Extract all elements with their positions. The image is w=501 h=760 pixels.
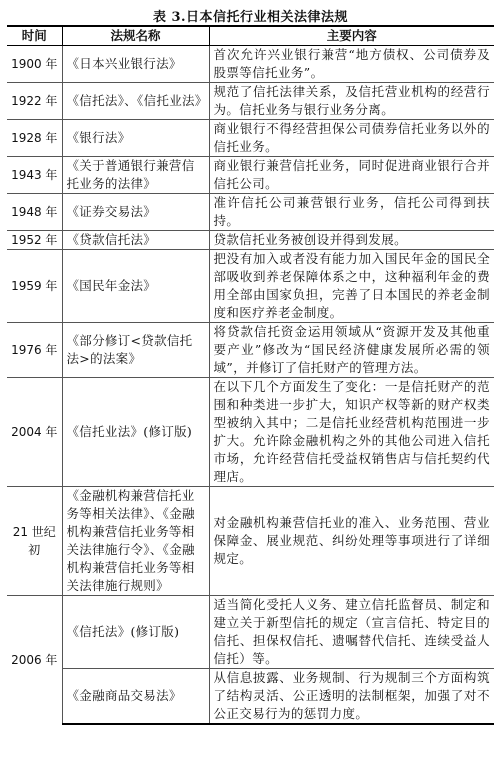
row-content: 从信息披露、业务规制、行为规制三个方面构筑了结构灵活、公正透明的法制框架，加强了对不公正交易行为的惩罚力度。 [209,669,494,725]
table-row [7,194,494,231]
row-law-name: 《信托业法》(修订版) [62,378,209,487]
row-content: 规范了信托法律关系，及信托营业机构的经营行为。信托业务与银行业务分离。 [209,83,494,120]
table-row [7,83,494,120]
header-content: 主要内容 [209,26,494,46]
row-content: 商业银行兼营信托业务，同时促进商业银行合并信托公司。 [209,157,494,194]
table-row [7,231,494,250]
header-time: 时间 [7,26,62,46]
row-content: 对金融机构兼营信托业的准入、业务范围、营业保障金、展业规范、纠纷处理等事项进行了详细规定。 [209,487,494,596]
row-law-name: 《信托法》(修订版) [62,596,209,669]
row-time: 2006 年 [7,596,62,725]
row-content: 把没有加入或者没有能力加入国民年金的国民全部吸收到养老保障体系之中，这种福利年金的费用全部由国家负担，完善了日本国民的养老金制度和医疗养老金制度。 [209,250,494,323]
row-content: 贷款信托业务被创设并得到发展。 [209,231,494,250]
row-law-name: 《信托法》、《信托业法》 [62,83,209,120]
row-law-name: 《国民年金法》 [62,250,209,323]
table-row [7,323,494,378]
row-law-name: 《证券交易法》 [62,194,209,231]
row-time: 1943 年 [7,157,62,194]
row-content: 首次允许兴业银行兼营“地方债权、公司债券及股票等信托业务”。 [209,46,494,83]
table-row [7,157,494,194]
row-law-name: 《关于普通银行兼营信托业务的法律》 [62,157,209,194]
row-time: 1900 年 [7,46,62,83]
row-law-name: 《金融商品交易法》 [62,669,209,725]
row-time: 1922 年 [7,83,62,120]
header-name: 法规名称 [62,26,209,46]
row-law-name: 《日本兴业银行法》 [62,46,209,83]
table-row [7,669,494,725]
table-row [7,250,494,323]
row-time: 1959 年 [7,250,62,323]
table-row [7,596,494,669]
table-caption: 表 3.日本信托行业相关法律法规 [152,10,349,25]
row-time: 21 世纪初 [7,487,62,596]
row-time: 1952 年 [7,231,62,250]
row-content: 在以下几个方面发生了变化：一是信托财产的范围和种类进一步扩大，知识产权等新的财产权类型被纳入其中；二是信托业经营机构范围进一步扩大。允许除金融机构之外的其他公司进入信托市场，允许经营信托受益权销售店与信托契约代理店。 [209,378,494,487]
row-content: 适当简化受托人义务、建立信托监督员、制定和建立关于新型信托的规定（宣言信托、特定目的信托、担保权信托、遗嘱替代信托、连续受益人信托）等。 [209,596,494,669]
table-row [7,120,494,157]
table-header-row [7,26,494,46]
row-time: 1948 年 [7,194,62,231]
row-time: 2004 年 [7,378,62,487]
table-row [7,487,494,596]
row-content: 准许信托公司兼营银行业务，信托公司得到扶持。 [209,194,494,231]
row-law-name: 《银行法》 [62,120,209,157]
row-law-name: 《金融机构兼营信托业务等相关法律》、《金融机构兼营信托业务等相关法律施行令》、《金融机构兼营信托业务等相关法律施行规则》 [62,487,209,596]
row-time: 1976 年 [7,323,62,378]
table-row [7,378,494,487]
row-law-name: 《贷款信托法》 [62,231,209,250]
row-law-name: 《部分修订<贷款信托法>的法案》 [62,323,209,378]
law-table [7,25,494,725]
table-row [7,46,494,83]
row-content: 商业银行不得经营担保公司债券信托业务以外的信托业务。 [209,120,494,157]
row-time: 1928 年 [7,120,62,157]
row-content: 将贷款信托资金运用领域从“资源开发及其他重要产业”修改为“国民经济健康发展所必需的领域”，并修订了信托财产的管理方法。 [209,323,494,378]
